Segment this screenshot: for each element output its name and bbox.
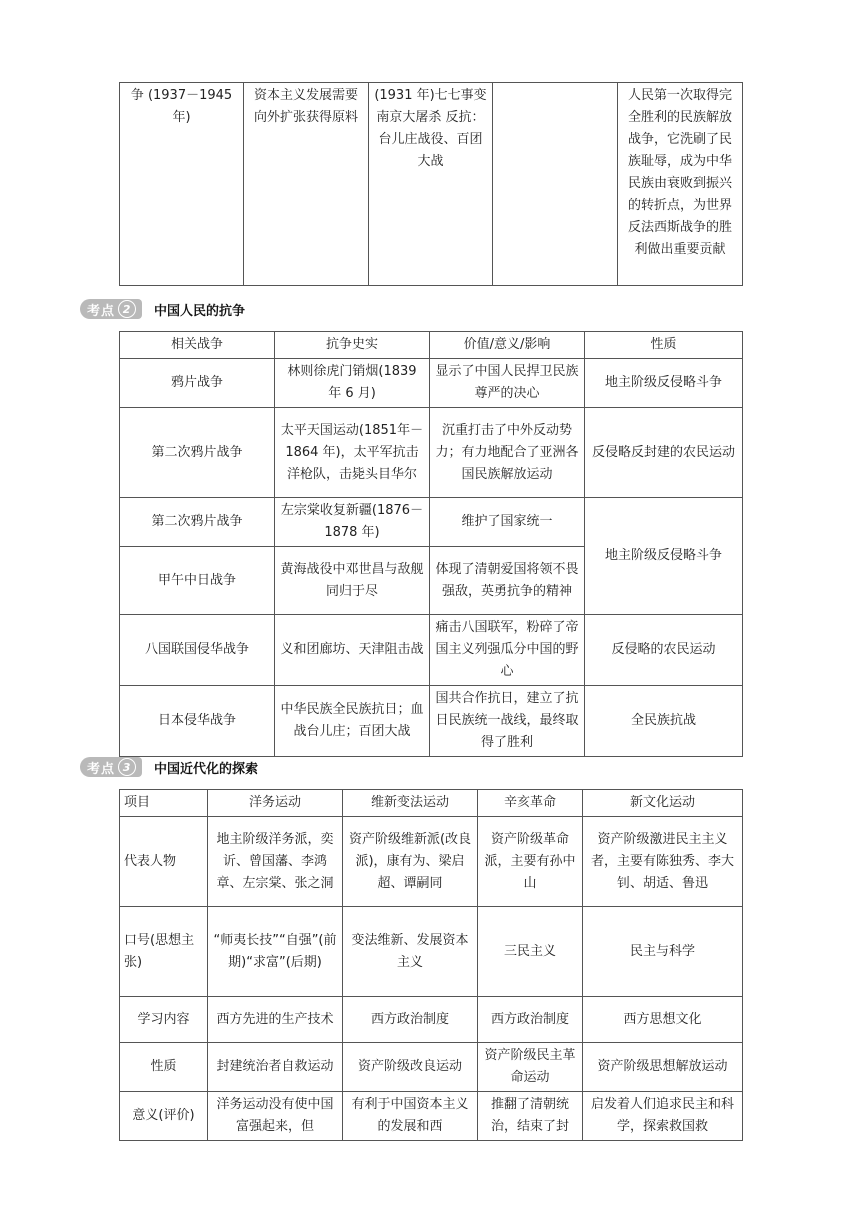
table-cell: 民主与科学 [583,907,743,997]
table-cell: 义和团廊坊、天津阻击战 [275,615,430,686]
column-header: 相关战争 [120,332,275,359]
table-cell: 资产阶级革命派，主要有孙中山 [478,817,583,907]
table-cell: 代表人物 [120,817,208,907]
column-header: 项目 [120,790,208,817]
table-cell: 国共合作抗日，建立了抗日民族统一战线，最终取得了胜利 [430,686,585,757]
section-title: 中国近代化的探索 [154,761,259,777]
section-badge [80,299,142,319]
table-cell: 地主阶级反侵略斗争 [585,359,743,408]
table-cell: 三民主义 [478,907,583,997]
table-cell: 全民族抗战 [585,686,743,757]
table-cell: 痛击八国联军，粉碎了帝国主义列强瓜分中国的野心 [430,615,585,686]
table-cell: 资产阶级维新派(改良派)，康有为、梁启超、谭嗣同 [343,817,478,907]
section-title: 中国人民的抗争 [154,303,246,319]
table-row [120,359,743,408]
table-cell: 黄海战役中邓世昌与敌舰同归于尽 [275,547,430,615]
table-cell: (1931 年)七七事变 南京大屠杀 反抗：台儿庄战役、百团大战 [369,83,493,286]
table-cell: 有利于中国资本主义的发展和西 [343,1092,478,1141]
modernization-table [119,789,743,1141]
table-cell: 封建统治者自救运动 [208,1043,343,1092]
table-cell: 资产阶级激进民主主义者，主要有陈独秀、李大钊、胡适、鲁迅 [583,817,743,907]
table-cell: 中华民族全民族抗日；血战台儿庄；百团大战 [275,686,430,757]
table-row [120,1043,743,1092]
column-header: 抗争史实 [275,332,430,359]
column-header: 洋务运动 [208,790,343,817]
table-row [120,498,743,547]
table-cell: 维护了国家统一 [430,498,585,547]
table-cell: 第二次鸦片战争 [120,408,275,498]
column-header: 性质 [585,332,743,359]
table-row [120,1092,743,1141]
table-cell: 洋务运动没有使中国富强起来，但 [208,1092,343,1141]
table-cell: 体现了清朝爱国将领不畏强敌，英勇抗争的精神 [430,547,585,615]
table-cell: 地主阶级洋务派，奕䜣、曾国藩、李鸿章、左宗棠、张之洞 [208,817,343,907]
table-row [120,615,743,686]
section-badge-label: 考点 [87,761,116,777]
table-cell: 资产阶级改良运动 [343,1043,478,1092]
war-continuation-table [119,82,743,286]
table-cell: 性质 [120,1043,208,1092]
table-cell: 资产阶级思想解放运动 [583,1043,743,1092]
table-header-row [120,790,743,817]
table-cell: 口号(思想主张) [120,907,208,997]
table-cell: 林则徐虎门销烟(1839 年 6 月) [275,359,430,408]
table-cell: 人民第一次取得完全胜利的民族解放战争，它洗刷了民族耻辱，成为中华民族由衰败到振兴的转折点，为世界反法西斯战争的胜利做出重要贡献 [618,83,743,286]
section-number: 2 [118,300,136,318]
struggle-table [119,331,743,757]
table-cell: 意义(评价) [120,1092,208,1141]
section-badge-label: 考点 [87,303,116,319]
table-cell: 反侵略反封建的农民运动 [585,408,743,498]
section-heading-2 [80,297,245,321]
table-cell: 沉重打击了中外反动势力；有力地配合了亚洲各国民族解放运动 [430,408,585,498]
table-cell: 显示了中国人民捍卫民族尊严的决心 [430,359,585,408]
table-row [120,686,743,757]
column-header: 辛亥革命 [478,790,583,817]
table-cell: 西方先进的生产技术 [208,997,343,1043]
table-cell: 变法维新、发展资本主义 [343,907,478,997]
table-row [120,907,743,997]
column-header: 新文化运动 [583,790,743,817]
table-cell: 第二次鸦片战争 [120,498,275,547]
table-cell: 争 (1937－1945 年) [120,83,244,286]
table-row [120,408,743,498]
table-cell: 资产阶级民主革命运动 [478,1043,583,1092]
table-cell: 学习内容 [120,997,208,1043]
table-cell: 左宗棠收复新疆(1876－1878 年) [275,498,430,547]
section-badge [80,757,142,777]
table-cell: 反侵略的农民运动 [585,615,743,686]
column-header: 价值/意义/影响 [430,332,585,359]
table-cell: 鸦片战争 [120,359,275,408]
table-cell: 西方思想文化 [583,997,743,1043]
table-cell: 启发着人们追求民主和科学，探索救国救 [583,1092,743,1141]
table-cell: 推翻了清朝统治，结束了封 [478,1092,583,1141]
table-cell: 资本主义发展需要向外扩张获得原料 [244,83,369,286]
table-row [120,997,743,1043]
table-cell: 西方政治制度 [478,997,583,1043]
section-number: 3 [118,758,136,776]
table-cell: 八国联国侵华战争 [120,615,275,686]
table-header-row [120,332,743,359]
table-cell: 日本侵华战争 [120,686,275,757]
table-row [120,817,743,907]
table-cell [493,83,618,286]
table-cell: “师夷长技”“自强”(前期)“求富”(后期) [208,907,343,997]
table-cell: 太平天国运动(1851年－1864 年)，太平军抗击洋枪队，击毙头目华尔 [275,408,430,498]
table-cell: 地主阶级反侵略斗争 [585,498,743,615]
column-header: 维新变法运动 [343,790,478,817]
table-cell: 甲午中日战争 [120,547,275,615]
table-row [120,83,743,286]
section-heading-3 [80,755,258,779]
table-cell: 西方政治制度 [343,997,478,1043]
